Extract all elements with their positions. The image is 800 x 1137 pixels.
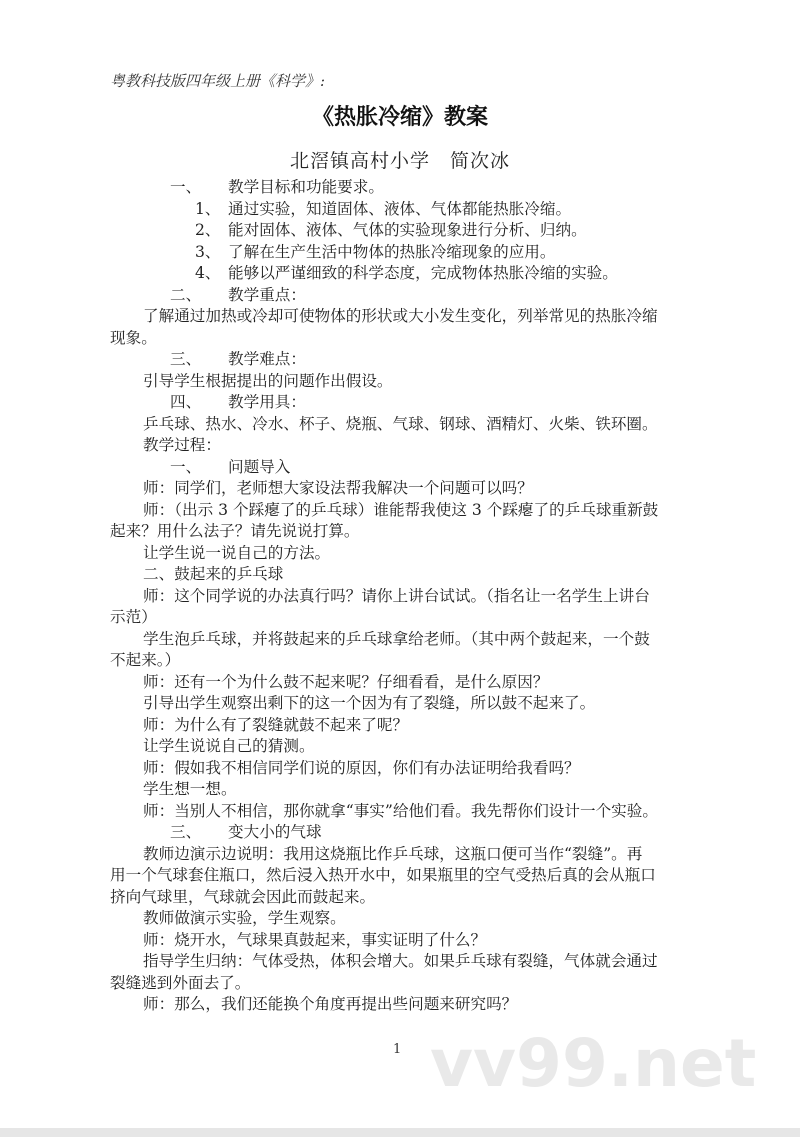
paragraph-line <box>110 844 710 866</box>
paragraph-line <box>110 478 710 500</box>
line-text: 教学过程： <box>143 436 221 454</box>
list-item <box>110 220 710 242</box>
line-text: 让学生说说自己的猜测。 <box>143 737 315 755</box>
line-text: 用一个气球套住瓶口，然后浸入热开水中，如果瓶里的空气受热后真的会从瓶口 <box>110 866 656 884</box>
paragraph-line <box>110 500 710 522</box>
section-heading <box>110 349 710 371</box>
line-text: 起来？用什么法子？请先说说打算。 <box>110 522 360 540</box>
paragraph-line <box>110 801 710 823</box>
line-text: 师：烧开水，气球果真鼓起来，事实证明了什么？ <box>143 930 487 949</box>
line-text: 师：当别人不相信，那你就拿“事实”给他们看。我先帮你们设计一个实验。 <box>143 801 658 820</box>
line-text: 不起来。） <box>110 651 181 669</box>
line-text: 了解通过加热或冷却可使物体的形状或大小发生变化，列举常见的热胀冷缩 <box>143 307 658 325</box>
line-text: 让学生说一说自己的方法。 <box>143 543 331 562</box>
line-text: 挤向气球里，气球就会因此而鼓起来。 <box>110 887 376 906</box>
line-text: 师：那么，我们还能换个角度再提出些问题来研究吗？ <box>143 995 518 1013</box>
item-number: 三、 <box>170 350 202 368</box>
section-heading <box>110 177 710 199</box>
line-text: 师：同学们，老师想大家设法帮我解决一个问题可以吗？ <box>143 479 533 497</box>
line-text: 了解在生产生活中物体的热胀冷缩现象的应用。 <box>228 242 556 261</box>
list-item <box>110 199 710 221</box>
item-number: 一、 <box>170 178 202 196</box>
paragraph-line <box>110 715 710 737</box>
document-title: 《热胀冷缩》教案 <box>311 105 488 130</box>
item-number: 四、 <box>170 393 202 411</box>
section-heading <box>110 285 710 307</box>
line-text: 教师做演示实验，学生观察。 <box>143 909 346 927</box>
list-item <box>110 242 710 264</box>
item-number: 三、 <box>170 823 202 841</box>
line-text: 指导学生归纳：气体受热，体积会增大。如果乒乓球有裂缝，气体就会通过 <box>143 952 658 970</box>
paragraph-line <box>110 865 710 887</box>
section-heading <box>110 392 710 414</box>
line-text: 示范） <box>110 608 157 626</box>
line-text: 师：假如我不相信同学们说的原因，你们有办法证明给我看吗？ <box>143 758 580 777</box>
paragraph-line <box>110 908 710 930</box>
paragraph-line <box>110 414 710 436</box>
page-number: 1 <box>393 1042 402 1057</box>
item-number: 4、 <box>195 264 221 282</box>
document-header: 粤教科技版四年级上册《科学》: <box>110 72 326 90</box>
line-text: 学生想一想。 <box>143 780 237 798</box>
paragraph-line <box>110 758 710 780</box>
paragraph-line <box>110 629 710 651</box>
item-number: 一、 <box>170 457 202 476</box>
item-number: 3、 <box>195 242 221 261</box>
paragraph-line <box>110 521 710 543</box>
paragraph-line <box>110 930 710 952</box>
paragraph-line <box>110 672 710 694</box>
line-text: 师：为什么有了裂缝就鼓不起来了呢？ <box>143 715 409 734</box>
line-text: 问题导入 <box>228 457 291 476</box>
list-item <box>110 263 710 285</box>
paragraph-line <box>110 693 710 715</box>
document-subtitle: 北滘镇高村小学 简次冰 <box>289 150 510 172</box>
line-text: 裂缝逃到外面去了。 <box>110 973 251 992</box>
page-bottom-edge <box>0 1128 800 1137</box>
line-text: 变大小的气球 <box>228 823 322 841</box>
paragraph-line <box>110 887 710 909</box>
line-text: 教师边演示边说明：我用这烧瓶比作乒乓球，这瓶口便可当作“裂缝”。再 <box>143 844 643 863</box>
paragraph-line <box>110 951 710 973</box>
line-text: 能对固体、液体、气体的实验现象进行分析、归纳。 <box>228 221 587 239</box>
line-text: 通过实验，知道固体、液体、气体都能热胀冷缩。 <box>228 199 572 218</box>
paragraph-line <box>110 586 710 608</box>
paragraph-line <box>110 973 710 995</box>
line-text: 现象。 <box>110 328 157 347</box>
line-text: 教学目标和功能要求。 <box>228 178 384 196</box>
line-text: 师：这个同学说的办法真行吗？请你上讲台试试。（指名让一名学生上讲台 <box>143 586 650 605</box>
paragraph-line <box>110 306 710 328</box>
item-number: 二、 <box>170 285 202 304</box>
paragraph-line <box>110 435 710 457</box>
line-text: 教学难点： <box>228 350 306 368</box>
line-text: 师：还有一个为什么鼓不起来呢？仔细看看，是什么原因？ <box>143 672 549 691</box>
item-number: 1、 <box>195 199 221 218</box>
paragraph-line <box>110 650 710 672</box>
watermark: vv99.net <box>430 1025 757 1102</box>
line-text: 引导学生根据提出的问题作出假设。 <box>143 371 393 390</box>
line-text: 师：（出示 3 个踩瘪了的乒乓球）谁能帮我使这 3 个踩瘪了的乒乓球重新鼓 <box>143 500 659 519</box>
paragraph-line <box>110 779 710 801</box>
paragraph-line <box>110 564 710 586</box>
line-text: 教学重点： <box>228 285 306 304</box>
section-heading <box>110 457 710 479</box>
line-text: 引导出学生观察出剩下的这一个因为有了裂缝，所以鼓不起来了。 <box>143 694 596 712</box>
line-text: 二、鼓起来的乒乓球 <box>143 565 284 583</box>
line-text: 乒乓球、热水、冷水、杯子、烧瓶、气球、钢球、酒精灯、火柴、铁环圈。 <box>143 414 658 433</box>
section-heading <box>110 822 710 844</box>
paragraph-line <box>110 328 710 350</box>
line-text: 学生泡乒乓球，并将鼓起来的乒乓球拿给老师。（其中两个鼓起来，一个鼓 <box>143 629 650 648</box>
paragraph-line <box>110 543 710 565</box>
item-number: 2、 <box>195 221 221 239</box>
document-body <box>110 177 710 1016</box>
paragraph-line <box>110 736 710 758</box>
paragraph-line <box>110 607 710 629</box>
line-text: 能够以严谨细致的科学态度，完成物体热胀冷缩的实验。 <box>228 264 618 282</box>
paragraph-line <box>110 371 710 393</box>
paragraph-line <box>110 994 710 1016</box>
line-text: 教学用具： <box>228 393 306 411</box>
